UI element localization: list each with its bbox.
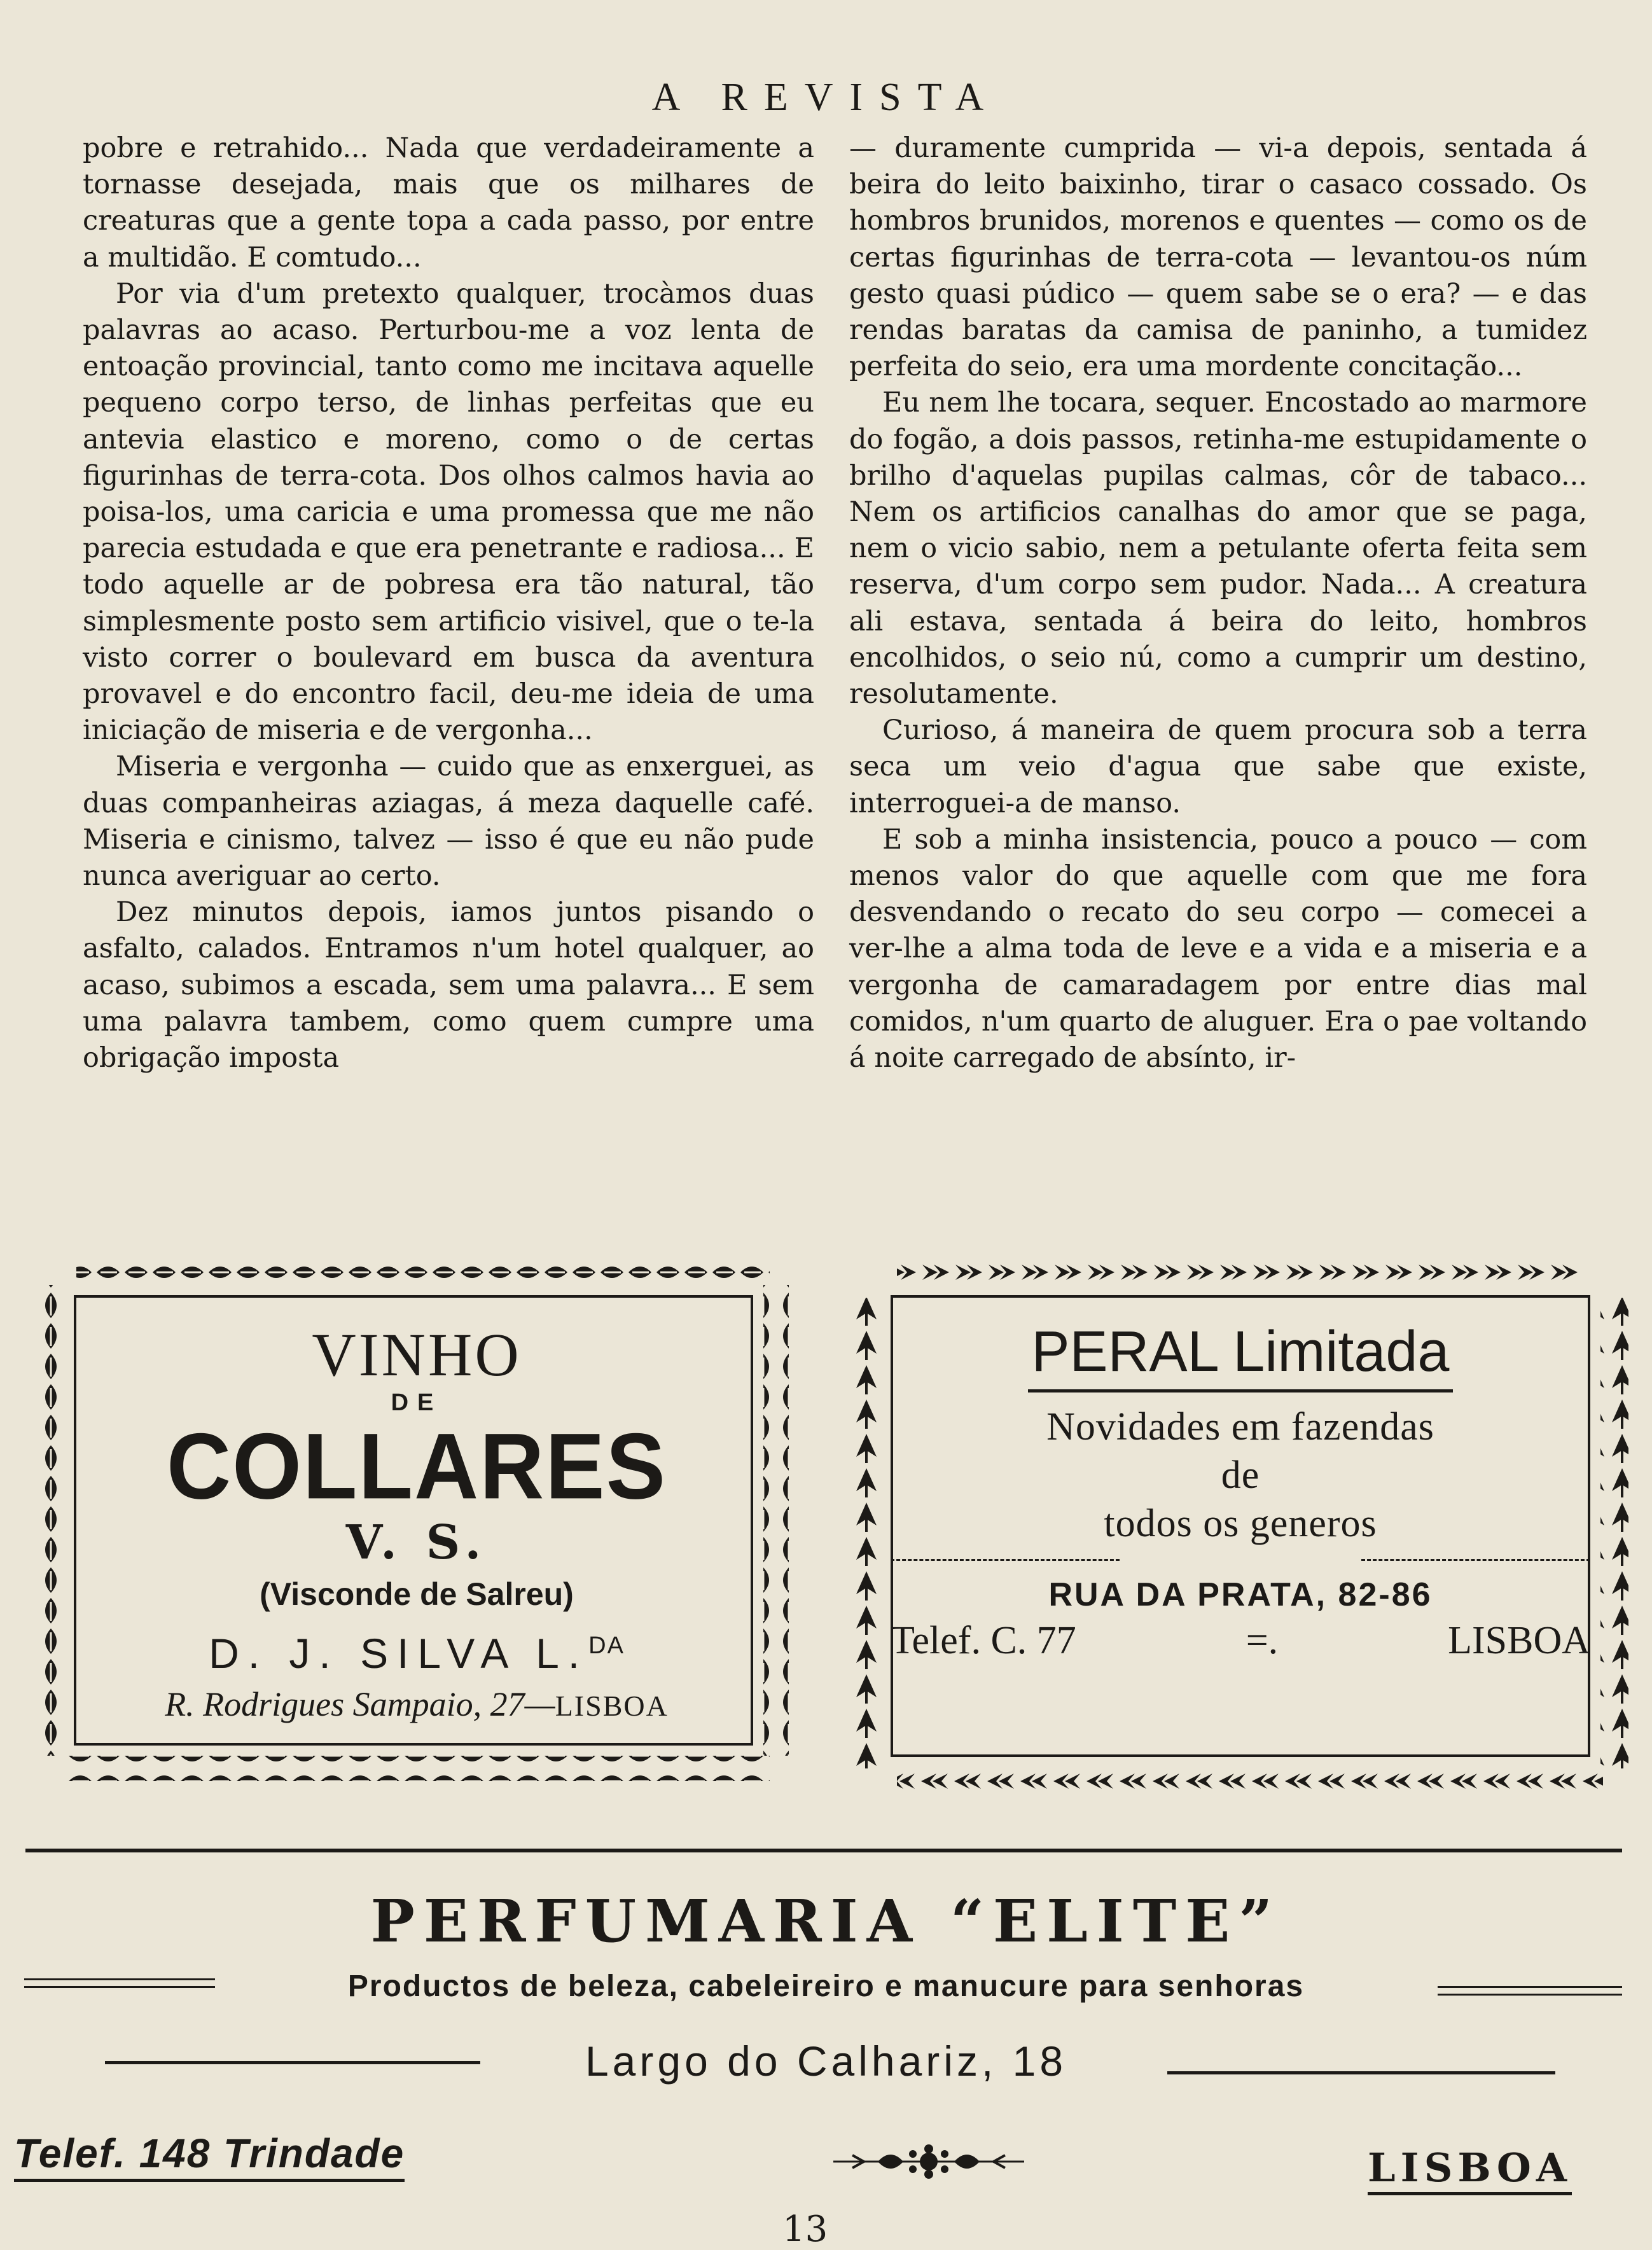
perfumaria-title: PERFUMARIA “ELITE” [370,1887,1282,1955]
ad-heading: VINHO [312,1321,522,1389]
paragraph: E sob a minha insistencia, pouco a pouco — com menos valor do que aquelle com que me fora desvendando o recato do seu corpo — comecei a ver-lhe a alma toda de leve e a vida e a miseria e a vergonha de camaradagem por entre dias mal comidos, n'um quarto de aluguer. Era o pae voltando á noite carregado de absínto, ir- [849,823,1587,1074]
ad-merchant-name [76,1617,757,1682]
running-head: A REVISTA [651,76,1001,119]
perfumaria-subtitle: Productos de beleza, cabeleireiro e manucure para senhoras [347,1969,1305,2003]
collares-ad-content [76,1323,757,1728]
top-rule [25,1849,1622,1852]
collares-advertisement [38,1260,789,1781]
perfumaria-address: Largo do Calhariz, 18 [585,2038,1067,2085]
dotted-divider [891,1559,1590,1566]
paragraph: Eu nem lhe tocara, sequer. Encostado ao marmore do fogão, a dois passos, retinha-me estupidamente o brilho d'aquelas pupilas calmas, côr de tabaco... Nem os artificios canalhas do amor que se paga, nem o vicio sabio, nem a petulante oferta feita sem reserva, d'um corpo sem pudor. Nada... A creatura ali estava, sentada á beira do leito, hombros encolhidos, o seio nú, como a cumprir um destino, resolutamente. [849,387,1587,711]
double-rule-right [1438,1994,1622,1996]
paragraph: Curioso, á maneira de quem procura sob a terra seca um veio d'agua que sabe que existe, interroguei-a de manso. [849,714,1587,819]
ad-tagline: todos os generos [1104,1502,1377,1545]
ad-brand-name: COLLARES [167,1413,667,1518]
ad-separator: =. [1246,1619,1279,1662]
address-rule-right [1167,2071,1555,2074]
peral-ad-content [891,1317,1590,1664]
double-rule-right [1438,1986,1622,1988]
ad-merchant-name-text: D. J. SILVA L. [209,1630,589,1677]
article-left-column [83,130,814,1076]
ad-merchant-suffix: DA [588,1632,625,1659]
paragraph: Miseria e vergonha — cuido que as enxerguei, as duas companheiras aziagas, á meza daquelle café. Miseria e cinismo, talvez — isso é que eu não pude nunca averiguar ao certo. [83,751,814,892]
paragraph: — duramente cumprida — vi-a depois, sentada á beira do leito baixinho, tirar o casaco cossado. Os hombros brunidos, morenos e quentes — como os de certas figurinhas de terra-cota — levantou-os núm gesto quasi púdico — quem sabe se o era? — e das rendas baratas da camisa de paninho, a tumidez perfeita do seio, era uma mordente concitação... [849,132,1587,383]
ad-heading-connector: DE [391,1389,443,1416]
paragraph: Por via d'um pretexto qualquer, trocàmos duas palavras ao acaso. Perturbou-me a voz lenta de entoação provincial, tanto como me incitava aquelle pequeno corpo terso, de linhas perfeitas que eu antevia elastico e moreno, como o de certas figurinhas de terra-cota. Dos olhos calmos havia ao poisa-los, uma caricia e uma promessa que me não parecia estudada e que era penetrante e radiosa... E todo aquelle ar de pobresa era tão natural, tão simplesmente posto sem artificio visivel, que o te-la visto correr o boulevard em busca da aventura provavel e do encontro facil, deu-me ideia de uma iniciação de miseria e de vergonha... [83,277,814,747]
ad-company-name: PERAL Limitada [1028,1317,1454,1392]
ad-brand-initials: V. S. [345,1515,488,1570]
paragraph: pobre e retrahido... Nada que verdadeiramente a tornasse desejada, mais que os milhares de creaturas que a gente topa a cada passo, por entre a multidão. E comtudo... [83,132,814,274]
perfumaria-city: LISBOA [1368,2144,1572,2195]
ad-tagline: Novidades em fazendas [1046,1405,1434,1448]
ad-address-city: LISBOA [555,1690,669,1722]
ad-address [76,1682,757,1728]
ad-brand-subtitle: (Visconde de Salreu) [260,1576,574,1612]
article-right-column [849,130,1587,1076]
ad-phone: Telef. C. 77 [891,1619,1076,1662]
flourish-ornament-icon [833,2142,1024,2181]
ad-city: LISBOA [1448,1619,1590,1662]
ad-address: RUA DA PRATA, 82-86 [1048,1576,1433,1613]
perfumaria-phone: Telef. 148 Trindade [14,2128,405,2182]
peral-advertisement [852,1260,1628,1794]
ad-address-street: R. Rodrigues Sampaio, 27— [165,1685,555,1723]
paragraph: Dez minutos depois, iamos juntos pisando o asfalto, calados. Entramos n'um hotel qualquer, ao acaso, subimos a escada, sem uma palavra... E sem uma palavra tambem, como quem cumpre uma obrigação imposta [83,896,814,1074]
ad-tagline: de [1221,1454,1260,1497]
ad-contact-row [891,1617,1590,1664]
page-number: 13 [782,2209,828,2250]
